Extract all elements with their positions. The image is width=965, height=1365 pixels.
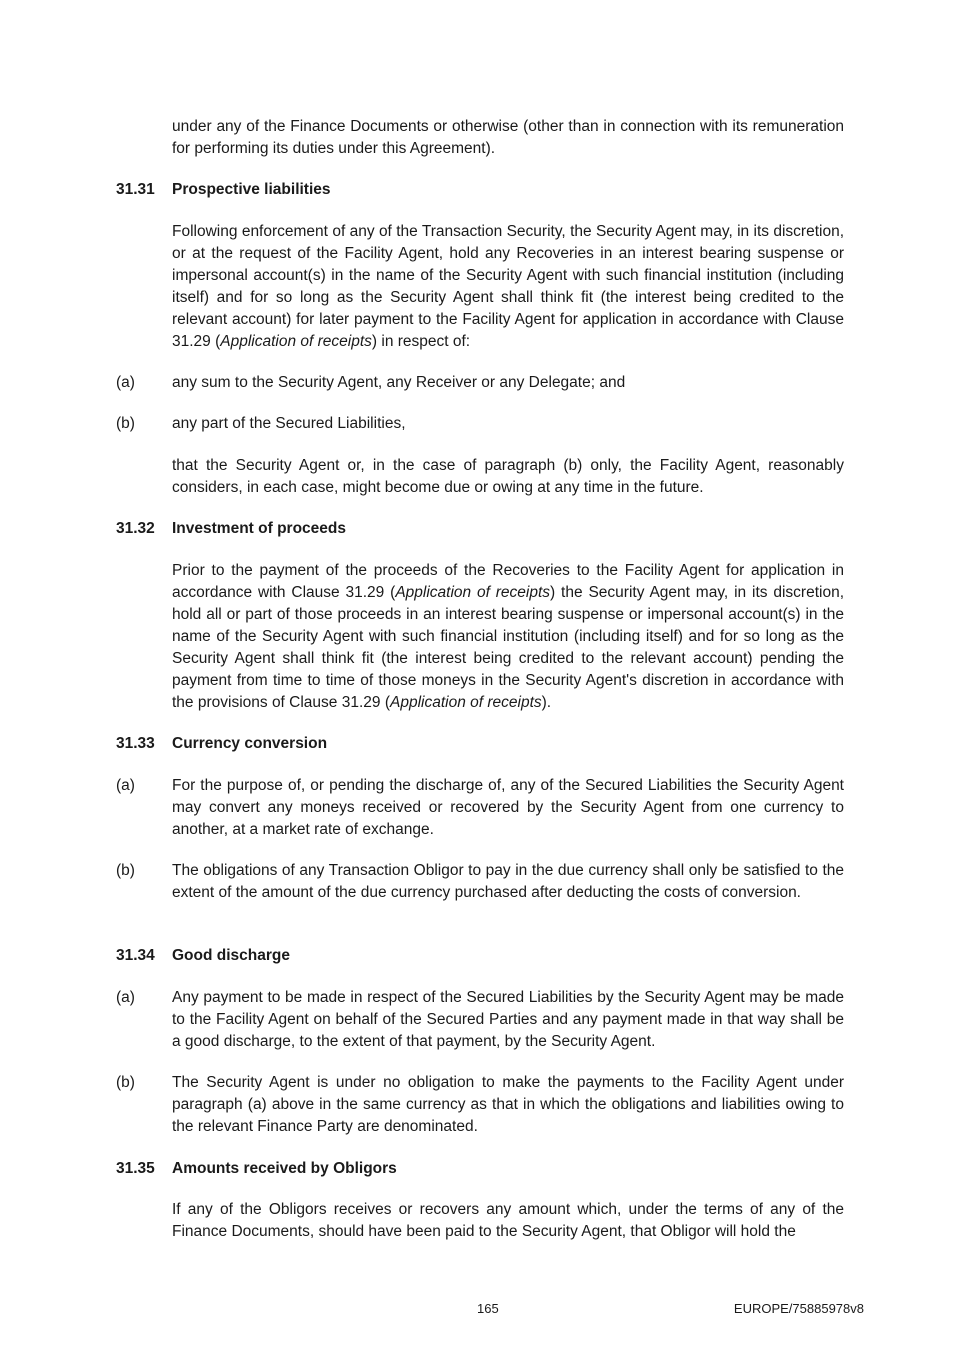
- list-label: (b): [116, 415, 135, 432]
- body-text: Prior to the payment of the proceeds of the Recoveries to the Facility Agent for application in accordance with Clause 31.29 (: [172, 562, 844, 601]
- list-item-text: Any payment to be made in respect of the Secured Liabilities by the Security Agent may be made to the Facility Agent on behalf of the Secured Parties and any payment made in that way shall be a good discharge, to the extent of that payment, by the Security Agent.: [172, 989, 844, 1050]
- section-number: 31.35: [116, 1160, 155, 1177]
- section-heading-31-34: [116, 945, 290, 967]
- list-item-text: The Security Agent is under no obligation to make the payments to the Facility Agent under paragraph (a) above in the same currency as that in which the obligations and liabilities owing to the relevant Finance Party are denominated.: [172, 1074, 844, 1135]
- closing-paragraph: that the Security Agent or, in the case of paragraph (b) only, the Facility Agent, reasonably considers, in each case, might become due or owing at any time in the future.: [172, 457, 844, 496]
- italic-clause-ref: Application of receipts: [395, 584, 551, 601]
- section-heading-31-33: [116, 733, 327, 755]
- list-label: (a): [116, 777, 135, 794]
- section-body-31-31: [172, 221, 844, 353]
- body-text: ) the Security Agent may, in its discretion, hold all or part of those proceeds in an interest bearing suspense or impersonal account(s) in the name of the Security Agent with such financial institution (including itself) and for so long as the Security Agent shall think fit (the interest being credited to the relevant account) pending the payment from time to time of those moneys in the Security Agent's discretion in accordance with the provisions of Clause 31.29 (: [172, 584, 845, 711]
- list-label: (a): [116, 374, 135, 391]
- section-title: Investment of proceeds: [172, 520, 346, 537]
- section-number: 31.34: [116, 947, 155, 964]
- list-label: (a): [116, 989, 135, 1006]
- list-item-text: any sum to the Security Agent, any Receiver or any Delegate; and: [172, 374, 626, 391]
- section-body-31-32: [172, 560, 844, 714]
- page-number: 165: [477, 1301, 499, 1316]
- section-heading-31-35: [116, 1158, 397, 1180]
- section-heading-31-32: [116, 518, 346, 540]
- intro-paragraph: under any of the Finance Documents or otherwise (other than in connection with its remuneration for performing its duties under this Agreement).: [172, 118, 844, 157]
- list-item-text: For the purpose of, or pending the discharge of, any of the Secured Liabilities the Security Agent may convert any moneys received or recovered by the Security Agent from one currency to another, at a market rate of exchange.: [172, 777, 844, 838]
- section-number: 31.33: [116, 735, 155, 752]
- section-number: 31.32: [116, 520, 155, 537]
- italic-clause-ref: Application of receipts: [220, 333, 372, 350]
- section-number: 31.31: [116, 181, 155, 198]
- section-body-31-35: If any of the Obligors receives or recovers any amount which, under the terms of any of the Finance Documents, should have been paid to the Security Agent, that Obligor will hold the: [172, 1201, 844, 1240]
- italic-clause-ref: Application of receipts: [389, 694, 542, 711]
- body-text: ) in respect of:: [371, 333, 471, 350]
- document-reference: EUROPE/75885978v8: [733, 1301, 864, 1316]
- section-title: Amounts received by Obligors: [172, 1160, 397, 1177]
- list-label: (b): [116, 1074, 135, 1091]
- body-text: Following enforcement of any of the Transaction Security, the Security Agent may, in its discretion, or at the request of the Facility Agent, hold any Recoveries in an interest bearing suspense or impersonal account(s) in the name of the Security Agent with such financial institution (including itself) and for so long as the Security Agent shall think fit (the interest being credited to the relevant account) for later payment to the Facility Agent for application in accordance with Clause 31.29 (: [172, 223, 844, 350]
- section-title: Good discharge: [172, 947, 290, 964]
- section-heading-31-31: [116, 179, 331, 201]
- list-label: (b): [116, 862, 135, 879]
- list-item-text: any part of the Secured Liabilities,: [172, 415, 406, 432]
- section-title: Currency conversion: [172, 735, 328, 752]
- list-item-text: The obligations of any Transaction Obligor to pay in the due currency shall only be satisfied to the extent of the amount of the due currency purchased after deducting the costs of conversion.: [172, 862, 844, 901]
- section-title: Prospective liabilities: [172, 181, 331, 198]
- body-text: ).: [541, 694, 552, 711]
